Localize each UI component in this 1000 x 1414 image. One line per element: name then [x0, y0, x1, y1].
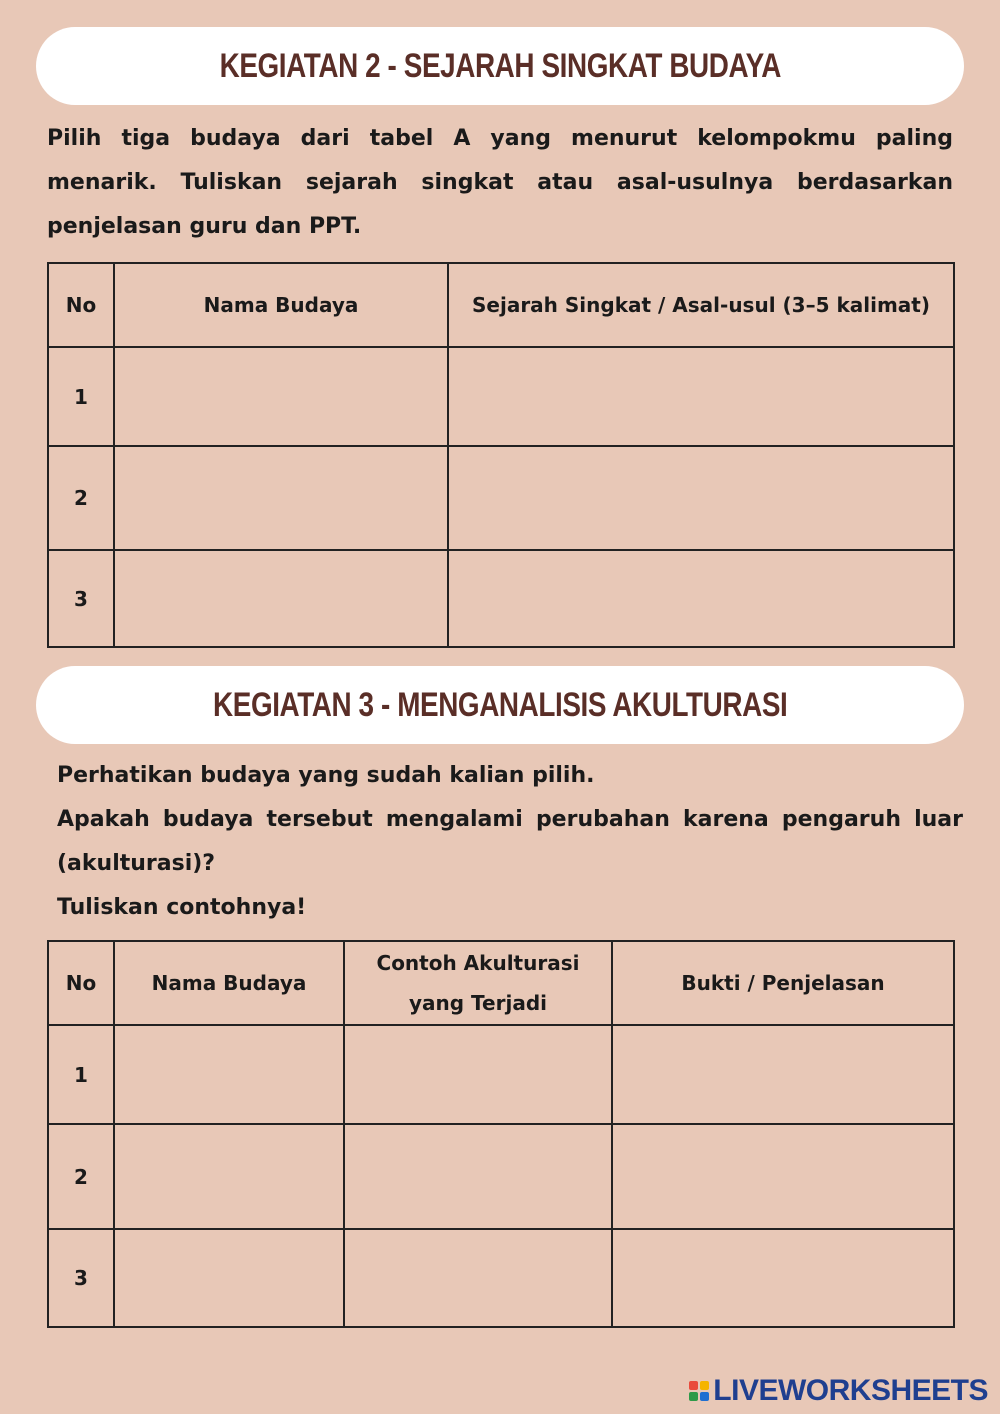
logo-square	[689, 1392, 698, 1401]
section2-table	[47, 262, 955, 648]
row-number: 1	[48, 347, 114, 446]
header-sejarah: Sejarah Singkat / Asal-usul (3–5 kalimat)	[448, 263, 954, 347]
table-row	[48, 446, 954, 550]
table-row	[48, 1124, 954, 1229]
row-number: 2	[48, 446, 114, 550]
logo-square	[700, 1381, 709, 1390]
nama-budaya-cell[interactable]	[114, 1025, 344, 1124]
section3-instruction-line: Tuliskan contohnya!	[57, 895, 307, 920]
header-no: No	[48, 263, 114, 347]
liveworksheets-logo[interactable]	[689, 1374, 988, 1408]
contoh-akulturasi-cell[interactable]	[344, 1229, 612, 1327]
table-row	[48, 347, 954, 446]
table-row	[48, 1025, 954, 1124]
table-row	[48, 1229, 954, 1327]
bukti-cell[interactable]	[612, 1025, 954, 1124]
section3-table	[47, 940, 955, 1328]
nama-budaya-cell[interactable]	[114, 1124, 344, 1229]
section2-instruction-text: Pilih tiga budaya dari tabel A yang menurut kelompokmu paling menarik. Tuliskan sejarah singkat atau asal-usulnya berdasarkan penjelasan guru dan PPT.	[47, 126, 953, 239]
bukti-cell[interactable]	[612, 1229, 954, 1327]
nama-budaya-cell[interactable]	[114, 550, 448, 647]
section3-instruction-line: Perhatikan budaya yang sudah kalian pilih.	[57, 763, 595, 788]
bukti-cell[interactable]	[612, 1124, 954, 1229]
row-number: 3	[48, 1229, 114, 1327]
liveworksheets-logo-text: LIVEWORKSHEETS	[713, 1374, 988, 1407]
header-nama-budaya: Nama Budaya	[114, 263, 448, 347]
section3-instructions	[57, 754, 963, 930]
logo-square	[700, 1392, 709, 1401]
header-nama-budaya: Nama Budaya	[114, 941, 344, 1025]
section3-instruction-line: Apakah budaya tersebut mengalami perubahan karena pengaruh luar (akulturasi)?	[57, 807, 963, 876]
section2-title: KEGIATAN 2 - SEJARAH SINGKAT BUDAYA	[219, 46, 781, 85]
header-no: No	[48, 941, 114, 1025]
logo-square	[689, 1381, 698, 1390]
nama-budaya-cell[interactable]	[114, 446, 448, 550]
sejarah-cell[interactable]	[448, 347, 954, 446]
table-row	[48, 550, 954, 647]
liveworksheets-logo-icon	[689, 1381, 709, 1401]
header-contoh-akulturasi: Contoh Akulturasi yang Terjadi	[344, 941, 612, 1025]
section2-banner	[36, 27, 964, 105]
row-number: 2	[48, 1124, 114, 1229]
section3-banner	[36, 666, 964, 744]
contoh-akulturasi-cell[interactable]	[344, 1025, 612, 1124]
nama-budaya-cell[interactable]	[114, 347, 448, 446]
section3-title: KEGIATAN 3 - MENGANALISIS AKULTURASI	[212, 685, 788, 724]
header-bukti: Bukti / Penjelasan	[612, 941, 954, 1025]
row-number: 1	[48, 1025, 114, 1124]
sejarah-cell[interactable]	[448, 550, 954, 647]
table-header-row	[48, 941, 954, 1025]
contoh-akulturasi-cell[interactable]	[344, 1124, 612, 1229]
row-number: 3	[48, 550, 114, 647]
table-header-row	[48, 263, 954, 347]
nama-budaya-cell[interactable]	[114, 1229, 344, 1327]
sejarah-cell[interactable]	[448, 446, 954, 550]
section2-instructions	[47, 117, 953, 249]
